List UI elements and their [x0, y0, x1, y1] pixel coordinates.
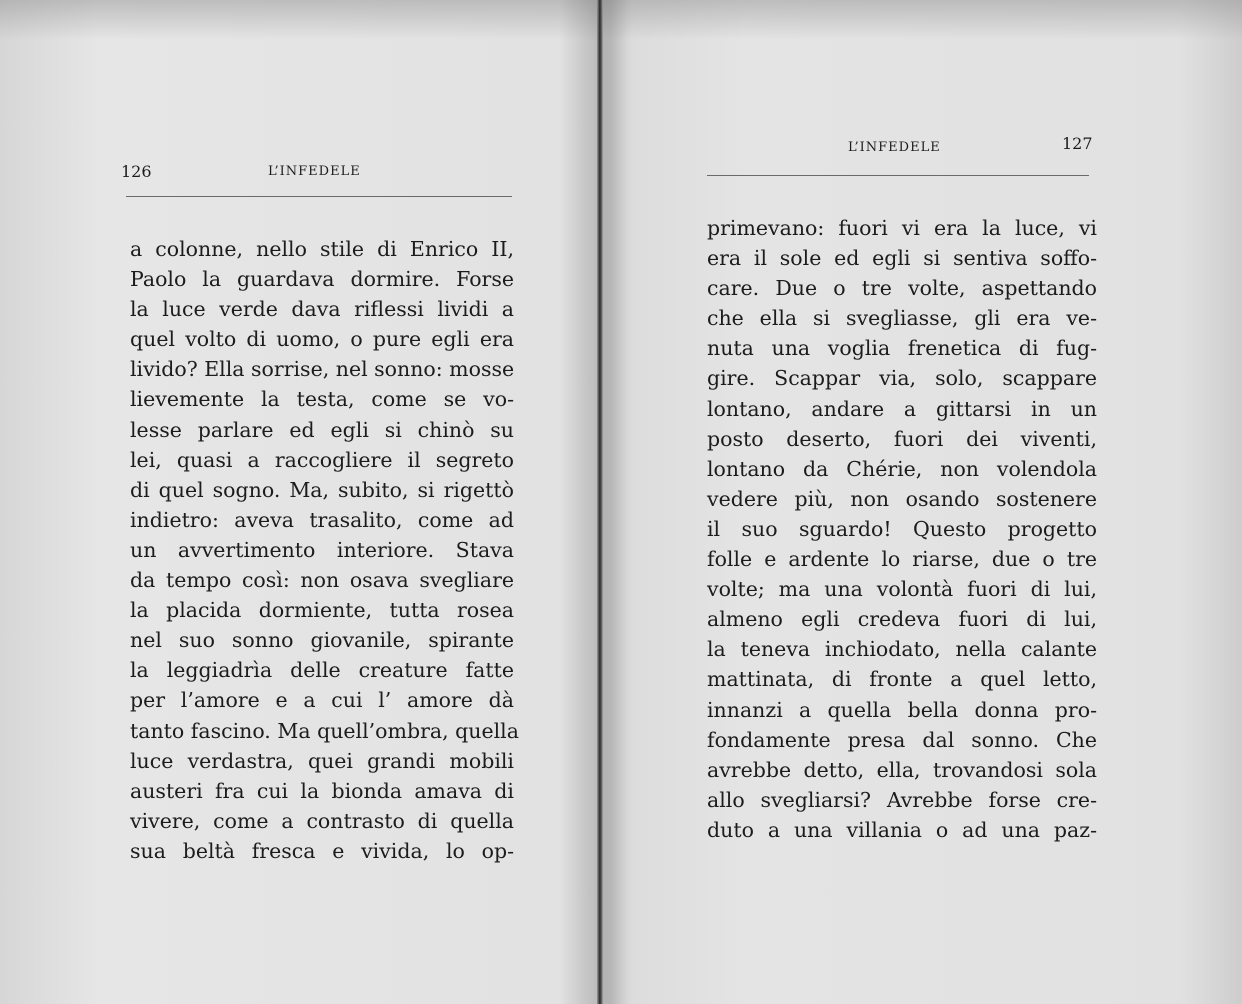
- left-page: [0, 0, 597, 1004]
- text-line: lei, quasi a raccogliere il segreto: [130, 447, 514, 472]
- text-line: livido? Ella sorrise, nel sonno: mosse: [130, 357, 515, 382]
- text-line: primevano: fuori vi era la luce, vi: [707, 216, 1097, 240]
- text-line: la luce verde dava riflessi lividi a: [130, 297, 514, 322]
- text-line: lesse parlare ed egli si chinò su: [130, 417, 514, 442]
- text-line: care. Due o tre volte, aspettando: [707, 276, 1097, 301]
- running-head: L’INFEDELE: [268, 164, 361, 179]
- text-line: il suo sguardo! Questo progetto: [707, 516, 1097, 541]
- text-line: nel suo sonno giovanile, spirante: [130, 628, 514, 653]
- page-body-text: [130, 234, 519, 866]
- text-line: avrebbe detto, ella, trovandosi sola: [707, 757, 1097, 782]
- text-line: fondamente presa dal sonno. Che: [707, 727, 1097, 752]
- text-line: lontano, andare a gittarsi in un: [707, 396, 1097, 421]
- text-line: mattinata, di fronte a quel letto,: [707, 667, 1097, 692]
- text-line: da tempo così: non osava svegliare: [130, 568, 514, 593]
- text-line: nuta una voglia frenetica di fug-: [707, 336, 1097, 361]
- text-line: luce verdastra, quei grandi mobili: [130, 748, 514, 773]
- text-line: lontano da Chérie, non volendola: [707, 456, 1097, 481]
- text-line: folle e ardente lo riarse, due o tre: [707, 547, 1097, 572]
- text-line: vedere più, non osando sostenere: [707, 486, 1097, 511]
- text-line: almeno egli credeva fuori di lui,: [707, 607, 1097, 632]
- text-line: tanto fascino. Ma quell’ombra, quella: [130, 718, 519, 743]
- text-line: quel volto di uomo, o pure egli era: [130, 327, 514, 352]
- text-line: lievemente la testa, come se vo-: [130, 387, 514, 412]
- text-line: duto a una villania o ad una paz-: [707, 817, 1097, 842]
- text-line: austeri fra cui la bionda amava di: [130, 778, 514, 803]
- text-line: volte; ma una volontà fuori di lui,: [707, 577, 1097, 602]
- text-line: per l’amore e a cui l’ amore dà: [130, 688, 514, 713]
- text-line: allo svegliarsi? Avrebbe forse cre-: [707, 787, 1097, 812]
- text-line: di quel sogno. Ma, subito, si rigettò: [130, 477, 514, 502]
- text-line: era il sole ed egli si sentiva soffo-: [707, 246, 1097, 271]
- page-number: 126: [121, 162, 152, 181]
- text-line: sua beltà fresca e vivida, lo op-: [130, 838, 514, 863]
- right-page: [603, 0, 1242, 1004]
- page-number: 127: [1062, 134, 1093, 153]
- header-rule: [707, 175, 1089, 176]
- text-line: la placida dormiente, tutta rosea: [130, 598, 514, 623]
- text-line: a colonne, nello stile di Enrico II,: [130, 237, 514, 261]
- header-rule: [126, 196, 512, 197]
- text-line: la leggiadrìa delle creature fatte: [130, 658, 514, 683]
- text-line: indietro: aveva trasalito, come ad: [130, 507, 514, 532]
- text-line: Paolo la guardava dormire. Forse: [130, 267, 514, 292]
- text-line: vivere, come a contrasto di quella: [130, 808, 514, 833]
- text-line: la teneva inchiodato, nella calante: [707, 637, 1097, 662]
- text-line: un avvertimento interiore. Stava: [130, 537, 514, 562]
- page-body-text: [707, 213, 1097, 845]
- text-line: che ella si svegliasse, gli era ve-: [707, 306, 1097, 331]
- running-head: L’INFEDELE: [848, 140, 941, 155]
- text-line: gire. Scappar via, solo, scappare: [707, 366, 1097, 391]
- text-line: innanzi a quella bella donna pro-: [707, 697, 1097, 722]
- text-line: posto deserto, fuori dei viventi,: [707, 426, 1097, 451]
